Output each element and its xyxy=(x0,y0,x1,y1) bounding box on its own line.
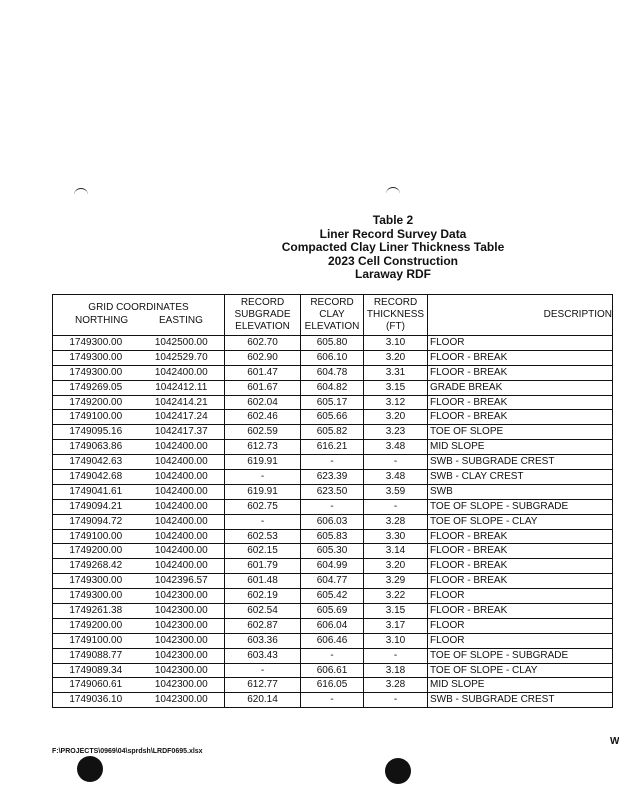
cell-subgrade-elevation: 602.59 xyxy=(225,425,301,440)
table-row xyxy=(53,648,613,663)
table-subtitle: Compacted Clay Liner Thickness Table xyxy=(281,240,505,254)
cell-northing: 1749063.86 xyxy=(53,440,139,455)
cell-clay-elevation: 616.21 xyxy=(301,440,364,455)
cell-easting: 1042400.00 xyxy=(139,529,225,544)
header-grid-label: GRID COORDINATES xyxy=(88,302,189,313)
cell-subgrade-elevation: 602.90 xyxy=(225,350,301,365)
cell-thickness: 3.10 xyxy=(364,336,428,351)
table-row xyxy=(53,395,613,410)
cell-description: SWB - CLAY CREST xyxy=(428,470,613,485)
table-row xyxy=(53,618,613,633)
table-header-row xyxy=(53,295,613,336)
cell-northing: 1749042.68 xyxy=(53,470,139,485)
cell-subgrade-elevation: 619.91 xyxy=(225,455,301,470)
cell-northing: 1749100.00 xyxy=(53,410,139,425)
cell-subgrade-elevation: 603.36 xyxy=(225,633,301,648)
table-row xyxy=(53,663,613,678)
cell-subgrade-elevation: 602.46 xyxy=(225,410,301,425)
cell-description: FLOOR xyxy=(428,589,613,604)
cell-subgrade-elevation: 612.77 xyxy=(225,678,301,693)
cell-northing: 1749261.38 xyxy=(53,604,139,619)
cell-easting: 1042300.00 xyxy=(139,589,225,604)
cell-easting: 1042400.00 xyxy=(139,365,225,380)
cell-thickness: 3.20 xyxy=(364,410,428,425)
cell-thickness: 3.10 xyxy=(364,633,428,648)
cell-thickness: - xyxy=(364,455,428,470)
cell-clay-elevation: - xyxy=(301,693,364,708)
cell-thickness: 3.12 xyxy=(364,395,428,410)
cell-easting: 1042396.57 xyxy=(139,574,225,589)
cell-thickness: 3.48 xyxy=(364,470,428,485)
cell-thickness: - xyxy=(364,693,428,708)
cell-thickness: 3.29 xyxy=(364,574,428,589)
cell-subgrade-elevation: - xyxy=(225,514,301,529)
cell-clay-elevation: 606.04 xyxy=(301,618,364,633)
cell-description: FLOOR - BREAK xyxy=(428,574,613,589)
cell-easting: 1042412.11 xyxy=(139,380,225,395)
cell-subgrade-elevation: 601.47 xyxy=(225,365,301,380)
cell-thickness: 3.22 xyxy=(364,589,428,604)
cell-northing: 1749200.00 xyxy=(53,544,139,559)
table-row xyxy=(53,470,613,485)
cell-easting: 1042300.00 xyxy=(139,648,225,663)
table-title-block xyxy=(240,214,546,282)
cell-thickness: 3.14 xyxy=(364,544,428,559)
cell-subgrade-elevation: 601.67 xyxy=(225,380,301,395)
cell-description: FLOOR - BREAK xyxy=(428,529,613,544)
cell-thickness: 3.20 xyxy=(364,350,428,365)
cell-northing: 1749100.00 xyxy=(53,633,139,648)
cell-easting: 1042400.00 xyxy=(139,499,225,514)
cell-clay-elevation: 605.80 xyxy=(301,336,364,351)
cell-thickness: 3.31 xyxy=(364,365,428,380)
cell-clay-elevation: 623.50 xyxy=(301,484,364,499)
cell-clay-elevation: - xyxy=(301,455,364,470)
cell-description: FLOOR - BREAK xyxy=(428,365,613,380)
cell-subgrade-elevation: 602.19 xyxy=(225,589,301,604)
cell-easting: 1042414.21 xyxy=(139,395,225,410)
cell-northing: 1749200.00 xyxy=(53,395,139,410)
table-number: Table 2 xyxy=(372,213,414,227)
cell-subgrade-elevation: 601.48 xyxy=(225,574,301,589)
header-record-clay: RECORD CLAY ELEVATION xyxy=(301,295,364,336)
table-title: Liner Record Survey Data xyxy=(319,226,467,241)
cell-description: GRADE BREAK xyxy=(428,380,613,395)
cell-thickness: 3.28 xyxy=(364,514,428,529)
cell-description: FLOOR - BREAK xyxy=(428,395,613,410)
cell-northing: 1749300.00 xyxy=(53,574,139,589)
cell-description: TOE OF SLOPE - CLAY xyxy=(428,663,613,678)
cell-description: FLOOR - BREAK xyxy=(428,350,613,365)
cell-clay-elevation: 616.05 xyxy=(301,678,364,693)
cell-clay-elevation: 605.69 xyxy=(301,604,364,619)
cell-easting: 1042300.00 xyxy=(139,618,225,633)
table-row xyxy=(53,425,613,440)
cell-subgrade-elevation: 602.54 xyxy=(225,604,301,619)
table-row xyxy=(53,693,613,708)
cell-northing: 1749100.00 xyxy=(53,529,139,544)
cell-thickness: 3.20 xyxy=(364,559,428,574)
punch-hole-right xyxy=(385,758,411,784)
cell-clay-elevation: 606.46 xyxy=(301,633,364,648)
table-row xyxy=(53,589,613,604)
table-row xyxy=(53,336,613,351)
cell-easting: 1042400.00 xyxy=(139,484,225,499)
table-row xyxy=(53,455,613,470)
table-row xyxy=(53,678,613,693)
cell-northing: 1749300.00 xyxy=(53,350,139,365)
cell-clay-elevation: 605.17 xyxy=(301,395,364,410)
cell-subgrade-elevation: 612.73 xyxy=(225,440,301,455)
cell-subgrade-elevation: 602.75 xyxy=(225,499,301,514)
cell-description: TOE OF SLOPE - SUBGRADE xyxy=(428,648,613,663)
cell-subgrade-elevation: 602.15 xyxy=(225,544,301,559)
cell-easting: 1042300.00 xyxy=(139,663,225,678)
cell-northing: 1749300.00 xyxy=(53,589,139,604)
cell-northing: 1749036.10 xyxy=(53,693,139,708)
cell-easting: 1042300.00 xyxy=(139,678,225,693)
cell-clay-elevation: 605.30 xyxy=(301,544,364,559)
file-path: F:\PROJECTS\0969\04\sprdsh\LRDF0695.xlsx xyxy=(52,748,203,755)
cell-northing: 1749095.16 xyxy=(53,425,139,440)
cell-northing: 1749094.21 xyxy=(53,499,139,514)
cell-northing: 1749268.42 xyxy=(53,559,139,574)
cell-description: SWB xyxy=(428,484,613,499)
cell-easting: 1042400.00 xyxy=(139,455,225,470)
cell-northing: 1749060.61 xyxy=(53,678,139,693)
cell-clay-elevation: - xyxy=(301,648,364,663)
page-mark: W xyxy=(610,736,619,747)
header-grid-coordinates xyxy=(53,295,225,336)
table-row xyxy=(53,544,613,559)
corner-mark-left xyxy=(74,188,88,197)
table-row xyxy=(53,380,613,395)
cell-clay-elevation: 604.99 xyxy=(301,559,364,574)
cell-clay-elevation: 605.66 xyxy=(301,410,364,425)
cell-thickness: - xyxy=(364,648,428,663)
site-name: Laraway RDF xyxy=(354,267,432,281)
cell-description: FLOOR xyxy=(428,633,613,648)
cell-description: FLOOR - BREAK xyxy=(428,410,613,425)
cell-thickness: 3.17 xyxy=(364,618,428,633)
table-row xyxy=(53,633,613,648)
cell-clay-elevation: 604.77 xyxy=(301,574,364,589)
cell-description: MID SLOPE xyxy=(428,440,613,455)
cell-northing: 1749094.72 xyxy=(53,514,139,529)
cell-description: FLOOR - BREAK xyxy=(428,604,613,619)
cell-subgrade-elevation: - xyxy=(225,470,301,485)
cell-thickness: 3.23 xyxy=(364,425,428,440)
cell-clay-elevation: 606.10 xyxy=(301,350,364,365)
header-description: DESCRIPTION xyxy=(428,295,613,336)
cell-description: MID SLOPE xyxy=(428,678,613,693)
cell-clay-elevation: 605.42 xyxy=(301,589,364,604)
project-name: 2023 Cell Construction xyxy=(327,253,459,268)
cell-thickness: - xyxy=(364,499,428,514)
cell-northing: 1749200.00 xyxy=(53,618,139,633)
table-row xyxy=(53,410,613,425)
cell-description: FLOOR xyxy=(428,336,613,351)
punch-hole-left xyxy=(77,756,103,782)
cell-description: TOE OF SLOPE - SUBGRADE xyxy=(428,499,613,514)
table-row xyxy=(53,529,613,544)
cell-clay-elevation: 604.82 xyxy=(301,380,364,395)
table-row xyxy=(53,604,613,619)
header-northing: NORTHING xyxy=(75,315,129,326)
cell-description: SWB - SUBGRADE CREST xyxy=(428,455,613,470)
cell-subgrade-elevation: 601.79 xyxy=(225,559,301,574)
cell-clay-elevation: 606.03 xyxy=(301,514,364,529)
cell-description: FLOOR - BREAK xyxy=(428,559,613,574)
liner-survey-table xyxy=(52,294,613,708)
cell-easting: 1042417.37 xyxy=(139,425,225,440)
cell-subgrade-elevation: 602.53 xyxy=(225,529,301,544)
cell-description: TOE OF SLOPE xyxy=(428,425,613,440)
cell-clay-elevation: 606.61 xyxy=(301,663,364,678)
table-row xyxy=(53,514,613,529)
cell-clay-elevation: - xyxy=(301,499,364,514)
table-row xyxy=(53,559,613,574)
table-row xyxy=(53,350,613,365)
cell-subgrade-elevation: - xyxy=(225,663,301,678)
cell-easting: 1042400.00 xyxy=(139,544,225,559)
cell-subgrade-elevation: 602.04 xyxy=(225,395,301,410)
cell-easting: 1042400.00 xyxy=(139,559,225,574)
cell-easting: 1042400.00 xyxy=(139,514,225,529)
cell-easting: 1042300.00 xyxy=(139,604,225,619)
cell-subgrade-elevation: 620.14 xyxy=(225,693,301,708)
cell-subgrade-elevation: 619.91 xyxy=(225,484,301,499)
corner-mark-right xyxy=(386,187,400,196)
cell-clay-elevation: 623.39 xyxy=(301,470,364,485)
cell-subgrade-elevation: 602.70 xyxy=(225,336,301,351)
cell-easting: 1042529.70 xyxy=(139,350,225,365)
cell-clay-elevation: 605.83 xyxy=(301,529,364,544)
header-record-thickness: RECORD THICKNESS (FT) xyxy=(364,295,428,336)
table-row xyxy=(53,574,613,589)
cell-thickness: 3.15 xyxy=(364,604,428,619)
cell-description: FLOOR xyxy=(428,618,613,633)
cell-thickness: 3.28 xyxy=(364,678,428,693)
cell-description: FLOOR - BREAK xyxy=(428,544,613,559)
cell-northing: 1749042.63 xyxy=(53,455,139,470)
cell-northing: 1749300.00 xyxy=(53,365,139,380)
cell-easting: 1042300.00 xyxy=(139,693,225,708)
cell-description: SWB - SUBGRADE CREST xyxy=(428,693,613,708)
table-row xyxy=(53,499,613,514)
cell-northing: 1749088.77 xyxy=(53,648,139,663)
header-record-subgrade: RECORD SUBGRADE ELEVATION xyxy=(225,295,301,336)
cell-clay-elevation: 604.78 xyxy=(301,365,364,380)
cell-thickness: 3.59 xyxy=(364,484,428,499)
table-row xyxy=(53,440,613,455)
cell-northing: 1749269.05 xyxy=(53,380,139,395)
header-easting: EASTING xyxy=(159,315,203,326)
cell-easting: 1042400.00 xyxy=(139,440,225,455)
cell-thickness: 3.18 xyxy=(364,663,428,678)
table-row xyxy=(53,484,613,499)
cell-thickness: 3.30 xyxy=(364,529,428,544)
cell-northing: 1749089.34 xyxy=(53,663,139,678)
cell-easting: 1042300.00 xyxy=(139,633,225,648)
cell-easting: 1042400.00 xyxy=(139,470,225,485)
table-row xyxy=(53,365,613,380)
cell-subgrade-elevation: 603.43 xyxy=(225,648,301,663)
cell-description: TOE OF SLOPE - CLAY xyxy=(428,514,613,529)
cell-thickness: 3.48 xyxy=(364,440,428,455)
cell-thickness: 3.15 xyxy=(364,380,428,395)
cell-easting: 1042417.24 xyxy=(139,410,225,425)
cell-northing: 1749300.00 xyxy=(53,336,139,351)
cell-northing: 1749041.61 xyxy=(53,484,139,499)
table-body xyxy=(53,336,613,708)
cell-clay-elevation: 605.82 xyxy=(301,425,364,440)
cell-subgrade-elevation: 602.87 xyxy=(225,618,301,633)
cell-easting: 1042500.00 xyxy=(139,336,225,351)
